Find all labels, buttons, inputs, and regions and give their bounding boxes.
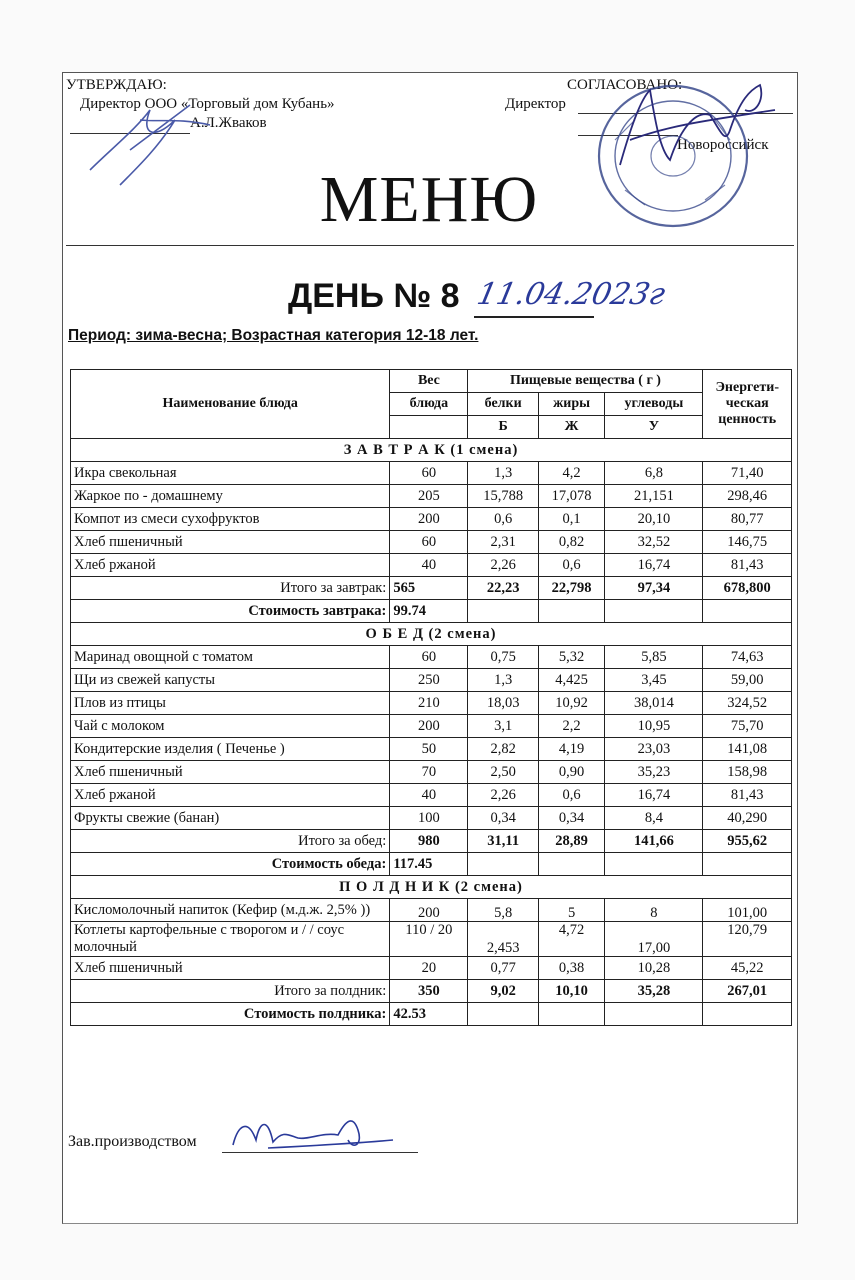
dish-carbs: 35,23 — [605, 761, 703, 784]
day-date-line — [474, 316, 594, 318]
dish-protein: 0,77 — [468, 957, 538, 980]
dish-weight: 60 — [390, 531, 468, 554]
dish-weight: 70 — [390, 761, 468, 784]
dish-weight: 200 — [390, 508, 468, 531]
dish-protein: 0,75 — [468, 646, 538, 669]
dish-weight: 110 / 20 — [390, 922, 468, 957]
dish-weight: 20 — [390, 957, 468, 980]
dish-fat: 2,2 — [538, 715, 604, 738]
total-protein: 31,11 — [468, 830, 538, 853]
handwritten-date-text: 11.04.2023г — [473, 277, 669, 312]
handwritten-date — [473, 274, 680, 314]
dish-carbs: 16,74 — [605, 784, 703, 807]
agree-heading: СОГЛАСОВАНО: — [567, 77, 683, 93]
empty-cell — [605, 853, 703, 876]
dish-weight: 200 — [390, 899, 468, 922]
cost-label: Стоимость полдника: — [71, 1003, 390, 1026]
dish-carbs: 21,151 — [605, 485, 703, 508]
table-row — [71, 508, 792, 531]
dish-name: Кисломолочный напиток (Кефир (м.д.ж. 2,5% )) — [71, 899, 390, 922]
table-row — [71, 485, 792, 508]
dish-protein: 1,3 — [468, 669, 538, 692]
cost-label: Стоимость завтрака: — [71, 600, 390, 623]
total-energy: 955,62 — [703, 830, 792, 853]
dish-fat: 4,425 — [538, 669, 604, 692]
header-name: Наименование блюда — [71, 370, 390, 439]
dish-name: Маринад овощной с томатом — [71, 646, 390, 669]
dish-name: Чай с молоком — [71, 715, 390, 738]
dish-carbs: 5,85 — [605, 646, 703, 669]
cost-row — [71, 600, 792, 623]
dish-fat: 5 — [538, 899, 604, 922]
page-title: МЕНЮ — [319, 163, 539, 236]
total-energy: 678,800 — [703, 577, 792, 600]
dish-protein: 2,26 — [468, 554, 538, 577]
dish-energy: 101,00 — [703, 899, 792, 922]
dish-weight: 210 — [390, 692, 468, 715]
dish-energy: 45,22 — [703, 957, 792, 980]
table-row — [71, 462, 792, 485]
dish-fat: 0,82 — [538, 531, 604, 554]
total-row — [71, 577, 792, 600]
empty-cell — [468, 600, 538, 623]
dish-energy: 75,70 — [703, 715, 792, 738]
title-divider — [66, 245, 794, 246]
dish-name: Хлеб пшеничный — [71, 761, 390, 784]
dish-carbs: 20,10 — [605, 508, 703, 531]
dish-protein: 18,03 — [468, 692, 538, 715]
dish-name: Хлеб пшеничный — [71, 531, 390, 554]
dish-protein: 1,3 — [468, 462, 538, 485]
empty-cell — [468, 853, 538, 876]
dish-name: Хлеб ржаной — [71, 554, 390, 577]
dish-energy: 158,98 — [703, 761, 792, 784]
dish-carbs: 32,52 — [605, 531, 703, 554]
dish-fat: 4,2 — [538, 462, 604, 485]
total-protein: 22,23 — [468, 577, 538, 600]
section-title-snack: П О Л Д Н И К (2 смена) — [71, 876, 792, 899]
table-row — [71, 738, 792, 761]
table-row — [71, 784, 792, 807]
total-protein: 9,02 — [468, 980, 538, 1003]
empty-cell — [605, 600, 703, 623]
header-nutrients: Пищевые вещества ( г ) — [468, 370, 703, 393]
empty-cell — [538, 1003, 604, 1026]
dish-carbs: 8,4 — [605, 807, 703, 830]
total-label: Итого за обед: — [71, 830, 390, 853]
table-row — [71, 922, 792, 957]
approve-name: А.Л.Жваков — [190, 115, 267, 131]
menu-table — [70, 369, 792, 1026]
total-row — [71, 980, 792, 1003]
total-label: Итого за завтрак: — [71, 577, 390, 600]
dish-name: Хлеб ржаной — [71, 784, 390, 807]
dish-protein: 2,453 — [468, 922, 538, 957]
table-row — [71, 669, 792, 692]
total-weight: 350 — [390, 980, 468, 1003]
dish-fat: 17,078 — [538, 485, 604, 508]
dish-protein: 15,788 — [468, 485, 538, 508]
dish-carbs: 6,8 — [605, 462, 703, 485]
dish-protein: 0,6 — [468, 508, 538, 531]
dish-energy: 40,290 — [703, 807, 792, 830]
table-row — [71, 807, 792, 830]
dish-weight: 205 — [390, 485, 468, 508]
dish-carbs: 16,74 — [605, 554, 703, 577]
header-protein: белки — [468, 393, 538, 416]
dish-protein: 5,8 — [468, 899, 538, 922]
total-weight: 565 — [390, 577, 468, 600]
empty-cell — [468, 1003, 538, 1026]
total-fat: 28,89 — [538, 830, 604, 853]
dish-weight: 60 — [390, 462, 468, 485]
dish-energy: 74,63 — [703, 646, 792, 669]
dish-name: Фрукты свежие (банан) — [71, 807, 390, 830]
dish-name: Жаркое по - домашнему — [71, 485, 390, 508]
dish-energy: 298,46 — [703, 485, 792, 508]
dish-weight: 250 — [390, 669, 468, 692]
cost-value: 99.74 — [390, 600, 468, 623]
dish-fat: 4,19 — [538, 738, 604, 761]
table-row — [71, 957, 792, 980]
dish-energy: 81,43 — [703, 784, 792, 807]
dish-energy: 81,43 — [703, 554, 792, 577]
dish-energy: 59,00 — [703, 669, 792, 692]
dish-protein: 2,82 — [468, 738, 538, 761]
dish-fat: 4,72 — [538, 922, 604, 957]
dish-weight: 60 — [390, 646, 468, 669]
total-carbs: 35,28 — [605, 980, 703, 1003]
cost-value: 117.45 — [390, 853, 468, 876]
dish-protein: 2,50 — [468, 761, 538, 784]
dish-name: Плов из птицы — [71, 692, 390, 715]
dish-weight: 200 — [390, 715, 468, 738]
table-row — [71, 531, 792, 554]
dish-name: Кондитерские изделия ( Печенье ) — [71, 738, 390, 761]
cost-row — [71, 1003, 792, 1026]
empty-cell — [538, 853, 604, 876]
empty-cell — [538, 600, 604, 623]
dish-protein: 3,1 — [468, 715, 538, 738]
dish-energy: 146,75 — [703, 531, 792, 554]
empty-cell — [703, 1003, 792, 1026]
section-title-breakfast: З А В Т Р А К (1 смена) — [71, 439, 792, 462]
dish-carbs: 8 — [605, 899, 703, 922]
dish-energy: 120,79 — [703, 922, 792, 957]
total-energy: 267,01 — [703, 980, 792, 1003]
dish-carbs: 10,95 — [605, 715, 703, 738]
dish-fat: 10,92 — [538, 692, 604, 715]
total-carbs: 97,34 — [605, 577, 703, 600]
dish-energy: 71,40 — [703, 462, 792, 485]
header-energy: Энергети-ческая ценность — [703, 370, 792, 439]
header-fat-short: Ж — [538, 416, 604, 439]
dish-carbs: 3,45 — [605, 669, 703, 692]
dish-energy: 80,77 — [703, 508, 792, 531]
dish-fat: 0,6 — [538, 784, 604, 807]
dish-protein: 2,31 — [468, 531, 538, 554]
header-weight-bottom: блюда — [390, 393, 468, 416]
dish-name: Котлеты картофельные с творогом и / / соус молочный — [71, 922, 390, 957]
table-row — [71, 899, 792, 922]
agree-city: Новороссийск — [677, 137, 769, 153]
total-label: Итого за полдник: — [71, 980, 390, 1003]
empty-cell — [703, 600, 792, 623]
total-carbs: 141,66 — [605, 830, 703, 853]
dish-fat: 0,90 — [538, 761, 604, 784]
dish-protein: 0,34 — [468, 807, 538, 830]
dish-carbs: 10,28 — [605, 957, 703, 980]
footer-label: Зав.производством — [68, 1133, 197, 1150]
day-label: ДЕНЬ № 8 — [288, 277, 460, 315]
dish-name: Щи из свежей капусты — [71, 669, 390, 692]
header-empty — [390, 416, 468, 439]
dish-weight: 100 — [390, 807, 468, 830]
cost-value: 42.53 — [390, 1003, 468, 1026]
section-title-lunch: О Б Е Д (2 смена) — [71, 623, 792, 646]
header-weight-top: Вес — [390, 370, 468, 393]
header-carbs: углеводы — [605, 393, 703, 416]
dish-weight: 50 — [390, 738, 468, 761]
dish-weight: 40 — [390, 554, 468, 577]
table-row — [71, 761, 792, 784]
dish-carbs: 17,00 — [605, 922, 703, 957]
dish-weight: 40 — [390, 784, 468, 807]
header-protein-short: Б — [468, 416, 538, 439]
dish-protein: 2,26 — [468, 784, 538, 807]
dish-fat: 0,6 — [538, 554, 604, 577]
dish-carbs: 38,014 — [605, 692, 703, 715]
table-row — [71, 715, 792, 738]
total-row — [71, 830, 792, 853]
header-carbs-short: У — [605, 416, 703, 439]
dish-fat: 5,32 — [538, 646, 604, 669]
signature-icon — [228, 1110, 398, 1155]
dish-name: Компот из смеси сухофруктов — [71, 508, 390, 531]
cost-row — [71, 853, 792, 876]
dish-name: Хлеб пшеничный — [71, 957, 390, 980]
approve-director: Директор ООО «Торговый дом Кубань» — [80, 96, 335, 112]
total-weight: 980 — [390, 830, 468, 853]
empty-cell — [605, 1003, 703, 1026]
cost-label: Стоимость обеда: — [71, 853, 390, 876]
dish-fat: 0,1 — [538, 508, 604, 531]
dish-fat: 0,38 — [538, 957, 604, 980]
total-fat: 10,10 — [538, 980, 604, 1003]
dish-carbs: 23,03 — [605, 738, 703, 761]
dish-energy: 324,52 — [703, 692, 792, 715]
table-row — [71, 646, 792, 669]
total-fat: 22,798 — [538, 577, 604, 600]
dish-energy: 141,08 — [703, 738, 792, 761]
table-row — [71, 554, 792, 577]
agree-director: Директор — [505, 96, 566, 112]
period-line: Период: зима-весна; Возрастная категория 12-18 лет. — [68, 327, 479, 344]
table-row — [71, 692, 792, 715]
header-fat: жиры — [538, 393, 604, 416]
dish-name: Икра свекольная — [71, 462, 390, 485]
empty-cell — [703, 853, 792, 876]
dish-fat: 0,34 — [538, 807, 604, 830]
approve-heading: УТВЕРЖДАЮ: — [66, 77, 167, 93]
